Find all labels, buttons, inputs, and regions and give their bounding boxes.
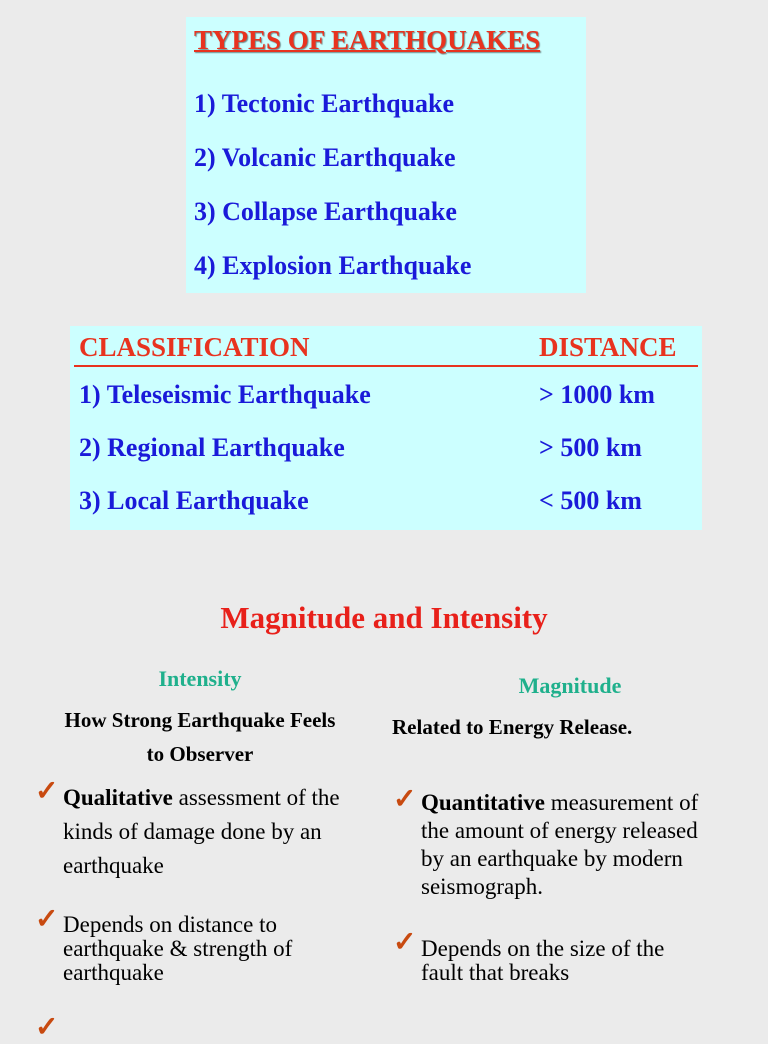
type-item-tectonic: 1) Tectonic Earthquake	[194, 89, 455, 118]
check-icon: ✓	[35, 776, 59, 807]
type-item-explosion: 4) Explosion Earthquake	[194, 251, 472, 280]
magnitude-intensity-title: Magnitude and Intensity	[220, 600, 548, 635]
check-icon: ✓	[35, 1012, 59, 1043]
magnitude-bullet-quantitative: Quantitative measurement of the amount of energy released by an earthquake by modern seismograph.	[421, 790, 699, 899]
magnitude-bullet-fault-size: Depends on the size of the fault that breaks	[421, 936, 665, 985]
intensity-heading: Intensity	[158, 666, 242, 691]
row-teleseismic-name: 1) Teleseismic Earthquake	[79, 380, 371, 409]
row-regional-distance: > 500 km	[539, 433, 642, 462]
row-local-name: 3) Local Earthquake	[79, 486, 309, 515]
row-local-distance: < 500 km	[539, 486, 642, 515]
intensity-subtitle	[22, 703, 378, 771]
qualitative-bold: Qualitative	[63, 785, 173, 810]
magnitude-heading: Magnitude	[518, 673, 622, 698]
header-divider	[74, 365, 698, 367]
check-icon: ✓	[35, 904, 59, 935]
magnitude-subtitle: Related to Energy Release.	[392, 715, 633, 739]
check-icon: ✓	[393, 927, 417, 958]
types-of-earthquakes-box	[186, 17, 586, 293]
row-teleseismic-distance: > 1000 km	[539, 380, 655, 409]
intensity-subtitle-line2: to Observer	[146, 742, 254, 766]
row-regional-name: 2) Regional Earthquake	[79, 433, 345, 462]
type-item-volcanic: 2) Volcanic Earthquake	[194, 143, 456, 172]
intensity-bullet-distance: Depends on distance to earthquake & strength of earthquake	[63, 912, 293, 985]
check-icon: ✓	[393, 784, 417, 815]
type-item-collapse: 3) Collapse Earthquake	[194, 197, 457, 226]
quantitative-bold: Quantitative	[421, 790, 545, 815]
classification-table	[70, 326, 702, 530]
distance-header: DISTANCE	[539, 332, 677, 362]
intensity-bullet-qualitative: Qualitative assessment of the kinds of damage done by an earthquake	[63, 785, 340, 878]
intensity-subtitle-line1: How Strong Earthquake Feels	[64, 708, 336, 732]
classification-header: CLASSIFICATION	[79, 332, 310, 362]
types-title: TYPES OF EARTHQUAKES	[194, 25, 541, 55]
